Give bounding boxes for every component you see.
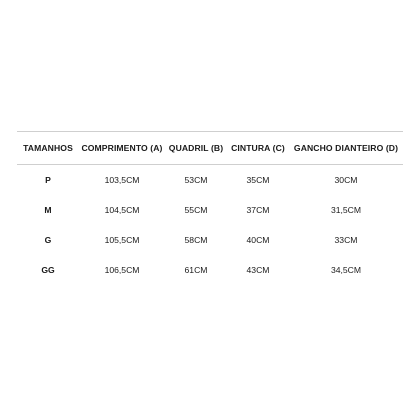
table-row <box>17 225 403 255</box>
header-quadril: QUADRIL (B) <box>165 132 227 165</box>
table-row <box>17 165 403 196</box>
quadril-value: 58CM <box>184 235 208 245</box>
table-row <box>17 255 403 285</box>
cintura-value: 40CM <box>246 235 270 245</box>
header-cintura: CINTURA (C) <box>227 132 289 165</box>
header-gancho-dianteiro: GANCHO DIANTEIRO (D) <box>289 132 403 165</box>
cintura-value: 43CM <box>246 265 270 275</box>
cintura-value: 35CM <box>246 175 270 185</box>
quadril-value: 53CM <box>184 175 208 185</box>
comprimento-value: 105,5CM <box>104 235 140 245</box>
gancho-value: 31,5CM <box>330 205 362 215</box>
comprimento-value: 104,5CM <box>104 205 140 215</box>
table-header-row <box>17 132 403 165</box>
size-label: M <box>44 205 52 215</box>
size-label: P <box>45 175 51 185</box>
size-label: G <box>44 235 52 245</box>
header-tamanhos: TAMANHOS <box>17 132 79 165</box>
comprimento-value: 103,5CM <box>104 175 140 185</box>
gancho-value: 30CM <box>334 175 358 185</box>
quadril-value: 61CM <box>184 265 208 275</box>
gancho-value: 34,5CM <box>330 265 362 275</box>
size-label: GG <box>41 265 55 275</box>
table-row <box>17 195 403 225</box>
quadril-value: 55CM <box>184 205 208 215</box>
cintura-value: 37CM <box>246 205 270 215</box>
gancho-value: 33CM <box>334 235 358 245</box>
comprimento-value: 106,5CM <box>104 265 140 275</box>
size-chart-table <box>17 131 403 285</box>
header-comprimento: COMPRIMENTO (A) <box>79 132 165 165</box>
